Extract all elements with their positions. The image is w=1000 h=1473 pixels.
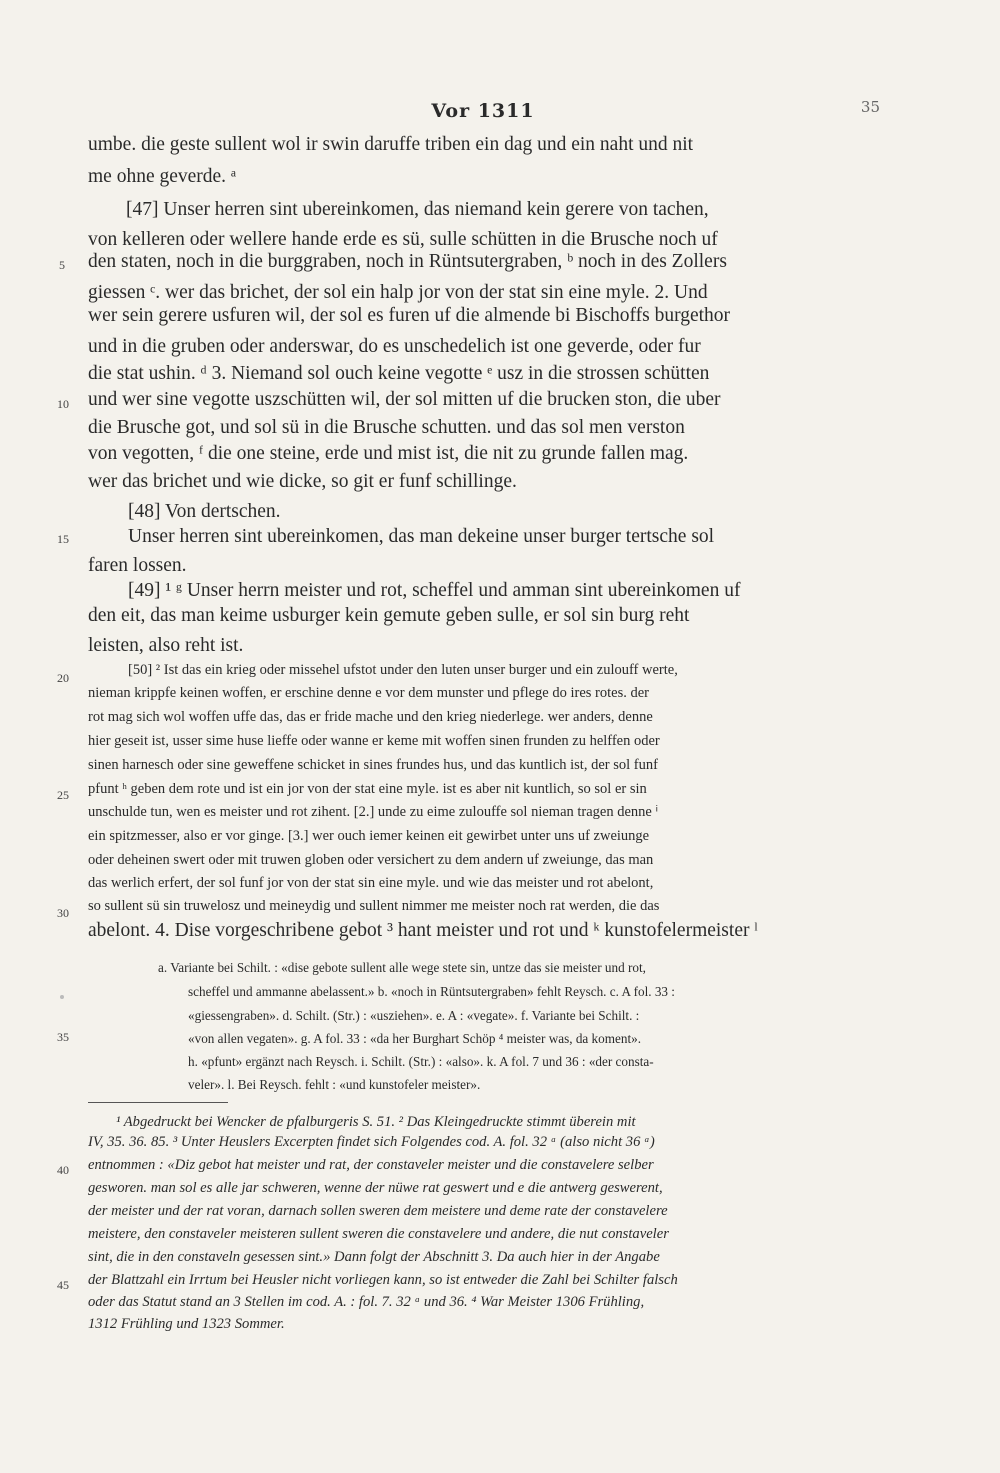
- apparatus-line: scheffel und ammanne abelassent.» b. «noch in Rüntsutergraben» fehlt Reysch. c. A fol. 33 :: [188, 984, 675, 999]
- margin-line-number: 20: [57, 671, 69, 685]
- text-line: umbe. die geste sullent wol ir swin daruffe triben ein dag und ein naht und nit: [88, 134, 694, 155]
- text-line: pfunt ʰ geben dem rote und ist ein jor von der stat eine myle. ist es aber nit kuntlich, so sol er sin: [88, 781, 647, 797]
- footnote-line: meistere, den constaveler meisteren sullent sweren die constavelere und andere, die nut constaveler: [88, 1226, 669, 1242]
- footnote-line: IV, 35. 36. 85. ³ Unter Heuslers Excerpten findet sich Folgendes cod. A. fol. 32 ᵃ (also nicht 36 ᵃ): [88, 1134, 655, 1150]
- page-title: Vor 1311: [431, 100, 535, 122]
- text-line: [50] ² Ist das ein krieg oder missehel ufstot under den luten unser burger und ein zulouff werte,: [128, 662, 678, 678]
- footnote-line: ¹ Abgedruckt bei Wencker de pfalburgeris S. 51. ² Das Kleingedruckte stimmt überein mit: [116, 1114, 636, 1130]
- text-line: [48] Von dertschen.: [128, 501, 281, 522]
- footnote-line: 1312 Frühling und 1323 Sommer.: [88, 1316, 285, 1332]
- footnote-line: gesworen. man sol es alle jar schweren, wenne der nüwe rat geswert und e die antwerg geswerent,: [88, 1180, 663, 1196]
- margin-line-number: 35: [57, 1030, 69, 1044]
- print-speck: [60, 995, 64, 999]
- text-line: und in die gruben oder anderswar, do es unschedelich ist one geverde, oder fur: [88, 336, 701, 357]
- text-line: von vegotten, ᶠ die one steine, erde und mist ist, die nit zu grunde fallen mag.: [88, 443, 689, 464]
- text-line: [49] ¹ ᵍ Unser herrn meister und rot, scheffel und amman sint ubereinkomen uf: [128, 580, 741, 601]
- text-line: nieman krippfe keinen woffen, er erschine denne e vor dem munster und pflege do ires rotes. der: [88, 685, 650, 701]
- text-line: die Brusche got, und sol sü in die Brusche schutten. und das sol men verston: [88, 417, 685, 438]
- apparatus-line: «von allen vegaten». g. A fol. 33 : «da her Burghart Schöp ⁴ meister was, da koment».: [188, 1031, 642, 1046]
- text-line: hier geseit ist, usser sime huse lieffe oder wanne er keme mit woffen sinen frunden zu helffen oder: [88, 733, 660, 749]
- text-line: sinen harnesch oder sine geweffene schicket in sines frundes hus, und das kuntlich ist, der sol funf: [88, 757, 658, 773]
- text-line: faren lossen.: [88, 555, 187, 576]
- text-line: rot mag sich wol woffen uffe das, das er fride mache und den krieg niederlege. wer anders, denne: [88, 709, 653, 725]
- text-line: den eit, das man keime usburger kein gemute geben sulle, er sol sin burg reht: [88, 605, 690, 626]
- text-line: Unser herren sint ubereinkomen, das man dekeine unser burger tertsche sol: [128, 526, 715, 547]
- margin-line-number: 45: [57, 1278, 69, 1292]
- text-line: oder deheinen swert oder mit truwen globen oder versichert zu dem andern uf zweiunge, das man: [88, 852, 654, 868]
- footnote-line: der meister und der rat voran, darnach sollen sweren dem meistere und deme rate der constavelere: [88, 1203, 668, 1219]
- text-line: [47] Unser herren sint ubereinkomen, das niemand kein gerere von tachen,: [126, 199, 709, 220]
- text-line: leisten, also reht ist.: [88, 635, 244, 656]
- apparatus-line: «giessengraben». d. Schilt. (Str.) : «usziehen». e. A : «vegate». f. Variante bei Schilt. :: [188, 1008, 640, 1023]
- text-line: wer das brichet und wie dicke, so git er funf schillinge.: [88, 471, 517, 492]
- footnote-rule: [88, 1102, 228, 1103]
- margin-line-number: 15: [57, 532, 69, 546]
- text-line: so sullent sü sin truwelosz und meineydig und sullent nimmer me meister noch rat werden, die das: [88, 898, 660, 914]
- apparatus-line: veler». l. Bei Reysch. fehlt : «und kunstofeler meister».: [188, 1077, 481, 1092]
- text-line: wer sein gerere usfuren wil, der sol es furen uf die almende bi Bischoffs burgethor: [88, 305, 731, 326]
- footnote-line: oder das Statut stand an 3 Stellen im cod. A. : fol. 7. 32 ᵃ und 36. ⁴ War Meister 1306 Frühling,: [88, 1294, 645, 1310]
- margin-line-number: 40: [57, 1163, 69, 1177]
- margin-line-number: 30: [57, 906, 69, 920]
- page-number: 35: [860, 98, 880, 116]
- footnote-line: sint, die in den constaveln gesessen sint.» Dann folgt der Abschnitt 3. Da auch hier in der Angabe: [88, 1249, 660, 1265]
- text-line: unschulde tun, wen es meister und rot zihent. [2.] unde zu eime zulouffe sol nieman tragen denne ⁱ: [88, 804, 659, 820]
- running-head: [88, 100, 878, 122]
- footnote-line: der Blattzahl ein Irrtum bei Heusler nicht vorliegen kann, so ist entweder die Zahl bei Schilter falsch: [88, 1272, 678, 1288]
- apparatus-line: h. «pfunt» ergänzt nach Reysch. i. Schilt. (Str.) : «also». k. A fol. 7 und 36 : «der consta-: [188, 1054, 654, 1069]
- text-line: das werlich erfert, der sol funf jor von der stat sin eine myle. und wie das meister und rot abelont,: [88, 875, 654, 891]
- text-line: me ohne geverde. ᵃ: [88, 166, 237, 187]
- text-line: den staten, noch in die burggraben, noch in Rüntsutergraben, ᵇ noch in des Zollers: [88, 251, 727, 272]
- margin-line-number: 10: [57, 397, 69, 411]
- margin-line-number: 25: [57, 788, 69, 802]
- margin-line-number: 5: [59, 258, 65, 272]
- footnote-line: entnommen : «Diz gebot hat meister und rat, der constaveler meister und die constavelere selber: [88, 1157, 654, 1173]
- text-line: abelont. 4. Dise vorgeschribene gebot ³ hant meister und rot und ᵏ kunstofelermeister ˡ: [88, 920, 758, 941]
- apparatus-line: a. Variante bei Schilt. : «dise gebote sullent alle wege stete sin, untze das sie meister und rot,: [158, 960, 646, 975]
- text-line: und wer sine vegotte uszschütten wil, der sol mitten uf die brucken ston, die uber: [88, 389, 721, 410]
- text-line: die stat ushin. ᵈ 3. Niemand sol ouch keine vegotte ᵉ usz in die strossen schütten: [88, 363, 710, 384]
- text-line: giessen ᶜ. wer das brichet, der sol ein halp jor von der stat sin eine myle. 2. Und: [88, 282, 708, 303]
- text-line: ein spitzmesser, also er vor ginge. [3.] wer ouch iemer keinen eit gewirbet unter uns uf zweiunge: [88, 828, 650, 844]
- text-line: von kelleren oder wellere hande erde es sü, sulle schütten in die Brusche noch uf: [88, 229, 718, 250]
